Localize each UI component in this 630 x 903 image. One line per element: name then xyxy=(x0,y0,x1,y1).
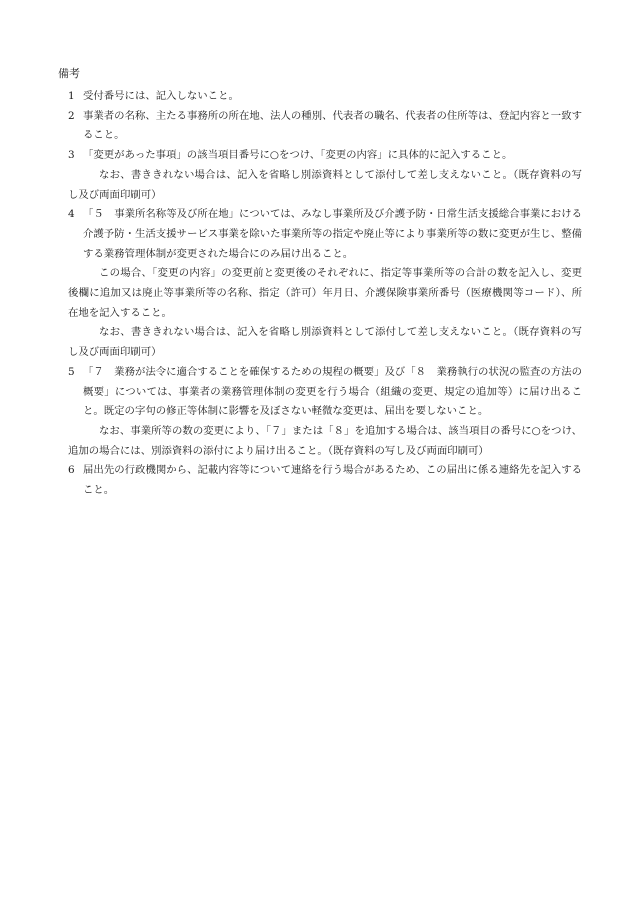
remark-number: 3 xyxy=(68,149,75,162)
remark-text: 届出先の行政機関から、記載内容等について連絡を行う場合があるため、この届出に係る連絡先を記入すること。 xyxy=(83,464,582,497)
remark-continuation: なお、書ききれない場合は、記入を省略し別添資料として添付して差し支えないこと。（既存資料の写し及び両面印刷可） xyxy=(68,326,582,359)
remark-number: 5 xyxy=(68,365,75,378)
remark-number: 2 xyxy=(68,109,75,122)
remark-number: 1 xyxy=(68,90,75,102)
remark-item xyxy=(58,363,582,462)
remark-number: 4 xyxy=(68,208,75,221)
remark-item xyxy=(58,87,582,107)
remark-number: 6 xyxy=(68,464,75,477)
remark-continuation: なお、事業所等の数の変更により、「７」または「８」を追加する場合は、該当項目の番号に○をつけ、追加の場合には、別添資料の添付により届け出ること。（既存資料の写し及び両面印刷可） xyxy=(68,424,582,457)
remark-text: 「５ 事業所名称等及び所在地」については、みなし事業所及び介護予防・日常生活支援総合事業における介護予防・生活支援サービス事業を除いた事業所等の指定や廃止等により事業所等の数に変更が生じ、整備する業務管理体制が変更された場合にのみ届け出ること。 xyxy=(83,208,582,260)
remark-text: 受付番号には、記入しないこと。 xyxy=(83,90,239,102)
remarks-heading: 備考 xyxy=(58,67,80,80)
remark-continuation: なお、書ききれない場合は、記入を省略し別添資料として添付して差し支えないこと。（既存資料の写し及び両面印刷可） xyxy=(68,168,582,201)
remarks-list xyxy=(58,87,582,501)
remark-text: 「７ 業務が法令に適合することを確保するための規程の概要」及び「８ 業務執行の状況の監査の方法の概要」については、事業者の業務管理体制の変更を行う場合（組織の変更、規定の追加等）に届け出ること。既定の字句の修正等体制に影響を及ぼさない軽微な変更は、届出を要しないこと。 xyxy=(83,365,582,418)
remark-text: 事業者の名称、主たる事務所の所在地、法人の種別、代表者の職名、代表者の住所等は、登記内容と一致すること。 xyxy=(83,109,582,142)
remark-item xyxy=(58,461,582,500)
remark-continuation: この場合、「変更の内容」の変更前と変更後のそれぞれに、指定等事業所等の合計の数を記入し、変更後欄に追加又は廃止等事業所等の名称、指定（許可）年月日、介護保険事業所番号（医療機関等コード）、所在地を記入すること。 xyxy=(68,267,582,319)
remark-item xyxy=(58,107,582,146)
remark-text: 「変更があった事項」の該当項目番号に○をつけ、「変更の内容」に具体的に記入すること。 xyxy=(83,149,513,162)
remark-item xyxy=(58,146,582,205)
remark-item xyxy=(58,205,582,363)
